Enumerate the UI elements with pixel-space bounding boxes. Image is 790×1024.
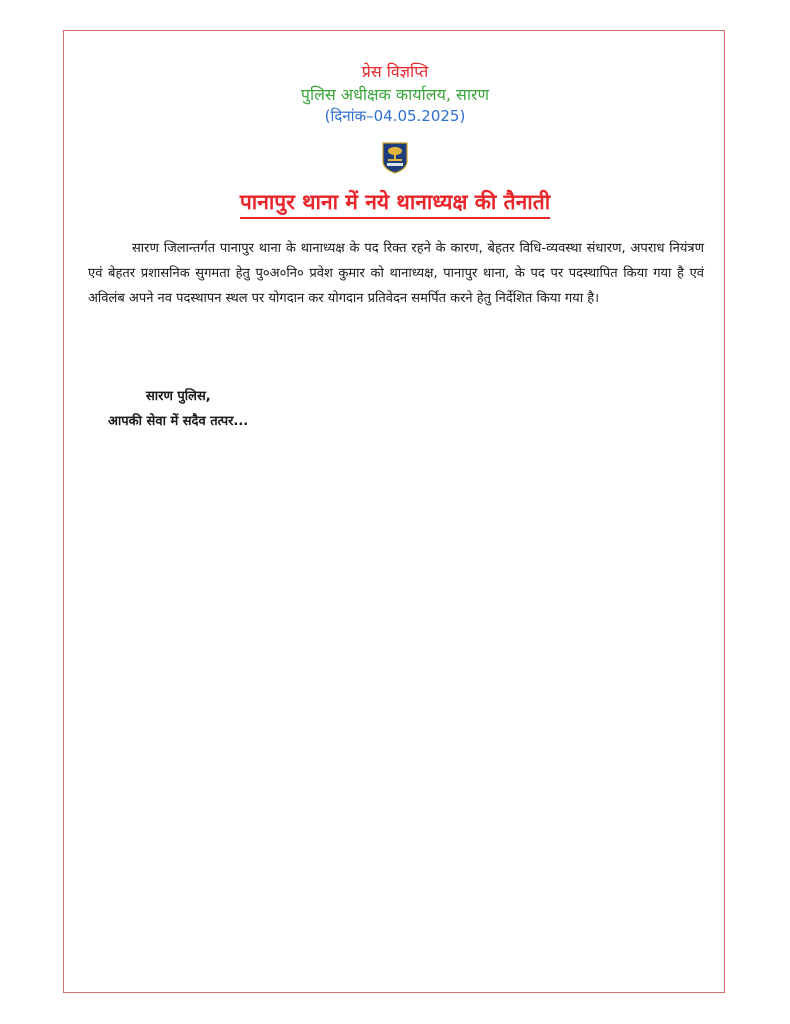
office-title: पुलिस अधीक्षक कार्यालय, सारण bbox=[300, 85, 490, 104]
headline-text: पानापुर थाना में नये थानाध्यक्ष की तैनाती bbox=[240, 188, 550, 219]
signoff-line-2: आपकी सेवा में सदैव तत्पर... bbox=[108, 414, 249, 429]
body-paragraph: सारण जिलान्तर्गत पानापुर थाना के थानाध्यक्ष के पद रिक्त रहने के कारण, बेहतर विधि-व्यवस्था संधारण, अपराध नियंत्रण एवं बेहतर प्रशासनिक सुगमता हेतु पु०अ०नि० प्रवेश कुमार को थानाध्यक्ष, पानापुर थाना, के पद पर पदस्थापित किया गया है एवं अविलंब अपने नव पदस्थापन स्थल पर योगदान कर योगदान प्रतिवेदन समर्पित करने हेतु निर्देशित किया गया है। bbox=[88, 241, 704, 306]
bihar-police-emblem-icon bbox=[378, 140, 412, 174]
signoff bbox=[108, 384, 248, 434]
headline bbox=[0, 188, 790, 219]
signoff-line-1: सारण पुलिस, bbox=[146, 389, 211, 404]
release-date: (दिनांक–04.05.2025) bbox=[324, 107, 466, 125]
page-border bbox=[63, 30, 725, 993]
press-release-title: प्रेस विज्ञप्ति bbox=[361, 62, 429, 81]
